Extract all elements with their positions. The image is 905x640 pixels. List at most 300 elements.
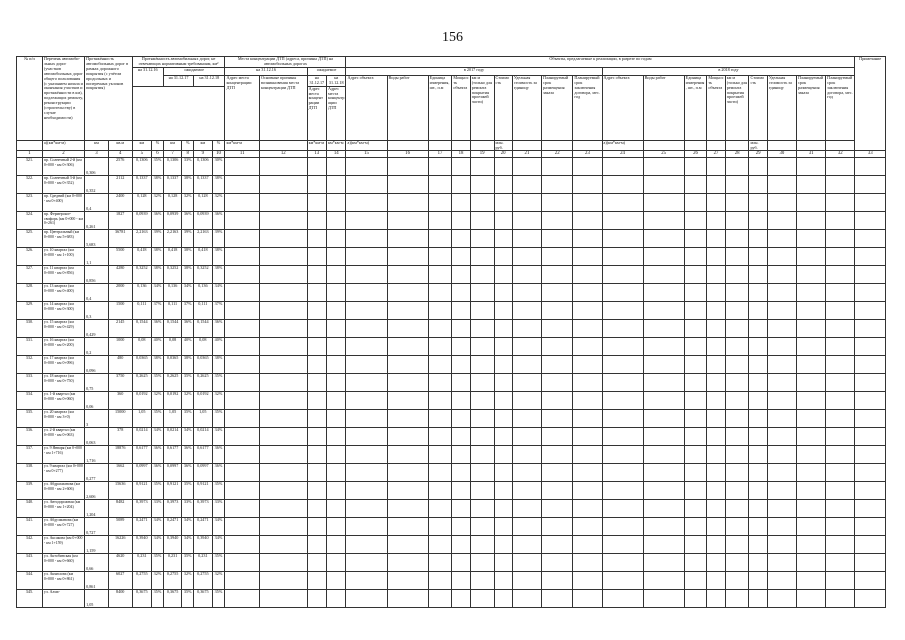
empty-cell [307, 194, 326, 212]
empty-cell [855, 392, 886, 410]
empty-cell [225, 536, 260, 554]
nonstd-pct-16: 36% [152, 446, 164, 464]
empty-cell [452, 374, 470, 392]
unit-c13: км*км-м [307, 140, 326, 151]
road-area: 1662 [108, 464, 132, 482]
empty-cell [797, 158, 826, 176]
nonstd-pct-17: 33% [182, 158, 194, 176]
empty-cell [707, 356, 725, 374]
table-row [17, 194, 886, 212]
road-area: 15636 [108, 482, 132, 500]
empty-cell [327, 302, 346, 320]
nonstd-length-17: 2,2163 [163, 230, 181, 248]
empty-cell [573, 590, 602, 608]
empty-cell [573, 374, 602, 392]
empty-cell [346, 392, 387, 410]
empty-cell [387, 536, 428, 554]
empty-cell [707, 266, 725, 284]
empty-cell [767, 410, 796, 428]
empty-cell [542, 266, 573, 284]
nonstd-pct-18: 35% [212, 410, 225, 428]
column-number: 14 [327, 151, 346, 158]
nonstd-pct-18: 30% [212, 158, 225, 176]
empty-cell [725, 284, 749, 302]
empty-cell [260, 374, 308, 392]
empty-cell [855, 374, 886, 392]
row-number: 328. [17, 284, 43, 302]
empty-cell [725, 464, 749, 482]
empty-cell [602, 158, 643, 176]
empty-cell [327, 266, 346, 284]
empty-cell [573, 266, 602, 284]
nonstd-length-16: 0,111 [132, 302, 151, 320]
empty-cell [452, 338, 470, 356]
empty-cell [643, 302, 684, 320]
empty-cell [797, 572, 826, 590]
unit-blank-16 [387, 140, 428, 151]
empty-cell [307, 158, 326, 176]
nonstd-pct-16: 33% [152, 500, 164, 518]
empty-cell [346, 464, 387, 482]
empty-cell [602, 518, 643, 536]
empty-cell [643, 482, 684, 500]
hdr-dtp-addr2: Адрес места концентрации ДТП [307, 86, 326, 140]
empty-cell [327, 554, 346, 572]
empty-cell [225, 230, 260, 248]
nonstd-pct-18: 40% [212, 338, 225, 356]
road-name: ул. 11 квартал (км 0+000 - км 0+856) [42, 266, 84, 284]
empty-cell [512, 338, 541, 356]
empty-cell [542, 446, 573, 464]
road-length: 0,3 [85, 302, 109, 320]
empty-cell [542, 572, 573, 590]
empty-cell [643, 248, 684, 266]
empty-cell [428, 194, 452, 212]
empty-cell [452, 572, 470, 590]
empty-cell [452, 248, 470, 266]
empty-cell [494, 158, 512, 176]
empty-cell [346, 518, 387, 536]
empty-cell [767, 500, 796, 518]
empty-cell [327, 392, 346, 410]
empty-cell [307, 284, 326, 302]
nonstd-pct-16: 32% [152, 194, 164, 212]
nonstd-length-18: 0,3973 [194, 500, 212, 518]
empty-cell [260, 176, 308, 194]
empty-cell [602, 356, 643, 374]
empty-cell [387, 590, 428, 608]
empty-cell [684, 320, 707, 338]
empty-cell [346, 158, 387, 176]
empty-cell [470, 284, 494, 302]
hdr-unit-18: Единица измерения, шт., п.м [684, 75, 707, 140]
empty-cell [767, 212, 796, 230]
nonstd-pct-17: 35% [182, 374, 194, 392]
empty-cell [428, 338, 452, 356]
road-name: ул. Абдрахманова (км 0+000 - км 2+606) [42, 482, 84, 500]
empty-cell [512, 500, 541, 518]
empty-cell [260, 572, 308, 590]
empty-cell [725, 302, 749, 320]
nonstd-length-17: 0,0192 [163, 392, 181, 410]
empty-cell [707, 500, 725, 518]
hdr-unit-17: Единица измерения, шт., п.м [428, 75, 452, 140]
nonstd-length-17: 0,136 [163, 284, 181, 302]
empty-cell [643, 230, 684, 248]
nonstd-pct-17: 35% [182, 410, 194, 428]
empty-cell [767, 554, 796, 572]
row-number: 343. [17, 554, 43, 572]
nonstd-pct-18: 34% [212, 284, 225, 302]
empty-cell [749, 500, 767, 518]
table-row [17, 410, 886, 428]
empty-cell [470, 572, 494, 590]
empty-cell [470, 320, 494, 338]
empty-cell [494, 446, 512, 464]
empty-cell [470, 194, 494, 212]
empty-cell [470, 428, 494, 446]
empty-cell [307, 518, 326, 536]
empty-cell [749, 428, 767, 446]
road-length: 0,352 [85, 176, 109, 194]
row-number: 322. [17, 176, 43, 194]
nonstd-length-18: 0,3252 [194, 266, 212, 284]
road-area: 1827 [108, 212, 132, 230]
row-number: 344. [17, 572, 43, 590]
road-length: 0,429 [85, 320, 109, 338]
nonstd-length-17: 0,418 [163, 248, 181, 266]
column-number: 2 [42, 151, 84, 158]
empty-cell [767, 536, 796, 554]
empty-cell [542, 518, 573, 536]
hdr-blank-lengths [132, 86, 225, 140]
road-name: ул. Автодорожная (км 0+000 - км 1+204) [42, 500, 84, 518]
row-number: 332. [17, 356, 43, 374]
empty-cell [225, 266, 260, 284]
empty-cell [684, 518, 707, 536]
empty-cell [346, 302, 387, 320]
column-number: 28 [725, 151, 749, 158]
nonstd-length-18: 2,2163 [194, 230, 212, 248]
empty-cell [767, 392, 796, 410]
table-row [17, 536, 886, 554]
empty-cell [826, 374, 855, 392]
empty-cell [767, 158, 796, 176]
nonstd-pct-18: 38% [212, 266, 225, 284]
empty-cell [826, 554, 855, 572]
nonstd-pct-18: 36% [212, 446, 225, 464]
empty-cell [602, 374, 643, 392]
empty-cell [749, 392, 767, 410]
road-area: 3750 [108, 374, 132, 392]
empty-cell [797, 536, 826, 554]
nonstd-pct-16: 32% [152, 392, 164, 410]
nonstd-pct-16: 40% [152, 338, 164, 356]
empty-cell [855, 338, 886, 356]
column-number: 18 [452, 151, 470, 158]
nonstd-pct-17: 38% [182, 176, 194, 194]
road-length: 0,75 [85, 374, 109, 392]
empty-cell [260, 464, 308, 482]
nonstd-pct-16: 38% [152, 266, 164, 284]
empty-cell [346, 572, 387, 590]
empty-cell [260, 302, 308, 320]
empty-cell [494, 464, 512, 482]
empty-cell [346, 266, 387, 284]
empty-cell [470, 518, 494, 536]
unit-c15: а)(км*км-м) [346, 140, 387, 151]
empty-cell [225, 410, 260, 428]
empty-cell [749, 284, 767, 302]
table-row [17, 248, 886, 266]
road-name: ул. Алма- [42, 590, 84, 608]
empty-cell [707, 302, 725, 320]
empty-cell [307, 356, 326, 374]
empty-cell [428, 500, 452, 518]
empty-cell [327, 482, 346, 500]
empty-cell [826, 212, 855, 230]
road-name: ул. 10 квартал (км 0+000 - км 1+100) [42, 248, 84, 266]
empty-cell [602, 266, 643, 284]
empty-cell [749, 248, 767, 266]
empty-cell [260, 554, 308, 572]
unit-c9: км [194, 140, 212, 151]
empty-cell [797, 500, 826, 518]
empty-cell [542, 428, 573, 446]
empty-cell [749, 266, 767, 284]
empty-cell [512, 464, 541, 482]
empty-cell [470, 212, 494, 230]
nonstd-pct-16: 34% [152, 518, 164, 536]
empty-cell [643, 554, 684, 572]
empty-cell [749, 464, 767, 482]
hdr-expected: ожидаемое [163, 67, 225, 75]
empty-cell [725, 482, 749, 500]
empty-cell [855, 230, 886, 248]
nonstd-length-17: 0,111 [163, 302, 181, 320]
empty-cell [387, 194, 428, 212]
nonstd-length-16: 0,0365 [132, 356, 151, 374]
nonstd-pct-16: 35% [152, 482, 164, 500]
empty-cell [767, 230, 796, 248]
column-number: 8 [182, 151, 194, 158]
hdr-plan2-18: Планируемый срок заключения договора, мес. год [826, 75, 855, 140]
empty-cell [225, 194, 260, 212]
empty-cell [797, 446, 826, 464]
empty-cell [494, 518, 512, 536]
nonstd-pct-17: 34% [182, 428, 194, 446]
empty-cell [387, 446, 428, 464]
empty-cell [494, 374, 512, 392]
nonstd-length-18: 0,3675 [194, 590, 212, 608]
hdr-dtp-date: на 31.12.16 [225, 67, 307, 75]
nonstd-length-18: 0,6177 [194, 446, 212, 464]
empty-cell [749, 176, 767, 194]
empty-cell [470, 176, 494, 194]
empty-cell [707, 194, 725, 212]
road-name: ул. 15 квартал (км 0+000 - км 0+429) [42, 320, 84, 338]
unit-blank-30 [767, 140, 796, 151]
empty-cell [602, 248, 643, 266]
table-row [17, 500, 886, 518]
nonstd-length-18: 0,2625 [194, 374, 212, 392]
empty-cell [346, 194, 387, 212]
nonstd-pct-18: 34% [212, 518, 225, 536]
nonstd-pct-17: 35% [182, 482, 194, 500]
empty-cell [307, 374, 326, 392]
empty-cell [387, 572, 428, 590]
empty-cell [855, 518, 886, 536]
unit-blank-19 [470, 140, 494, 151]
empty-cell [307, 410, 326, 428]
empty-cell [542, 338, 573, 356]
empty-cell [225, 428, 260, 446]
empty-cell [602, 320, 643, 338]
unit-blank-27 [707, 140, 725, 151]
empty-cell [573, 428, 602, 446]
nonstd-length-18: 0,0939 [194, 212, 212, 230]
empty-cell [512, 320, 541, 338]
empty-cell [767, 320, 796, 338]
hdr-km-17: км м (только для ремонта покрытия проезжей части) [470, 75, 494, 140]
empty-cell [725, 410, 749, 428]
empty-cell [643, 590, 684, 608]
empty-cell [327, 230, 346, 248]
empty-cell [749, 338, 767, 356]
table-row [17, 266, 886, 284]
empty-cell [307, 230, 326, 248]
empty-cell [512, 554, 541, 572]
unit-c6: % [152, 140, 164, 151]
nonstd-length-16: 0,08 [132, 338, 151, 356]
empty-cell [707, 284, 725, 302]
empty-cell [452, 446, 470, 464]
row-number: 324. [17, 212, 43, 230]
empty-cell [512, 158, 541, 176]
empty-cell [542, 374, 573, 392]
empty-cell [725, 572, 749, 590]
road-length: 0,096 [85, 356, 109, 374]
column-number: 24 [602, 151, 643, 158]
empty-cell [573, 410, 602, 428]
unit-c29: млн. руб. [749, 140, 767, 151]
nonstd-length-16: 0,0997 [132, 464, 151, 482]
empty-cell [542, 248, 573, 266]
nonstd-length-16: 0,3252 [132, 266, 151, 284]
table-row [17, 302, 886, 320]
empty-cell [725, 392, 749, 410]
empty-cell [512, 410, 541, 428]
hdr-dtp-addr: Адрес места концентрации ДТП [225, 75, 260, 140]
column-number: 30 [767, 151, 796, 158]
empty-cell [327, 356, 346, 374]
empty-cell [855, 320, 886, 338]
empty-cell [260, 410, 308, 428]
empty-cell [573, 536, 602, 554]
empty-cell [512, 248, 541, 266]
empty-cell [602, 302, 643, 320]
empty-cell [452, 212, 470, 230]
table-row [17, 464, 886, 482]
empty-cell [225, 464, 260, 482]
empty-cell [307, 212, 326, 230]
empty-cell [428, 392, 452, 410]
column-number: 16 [387, 151, 428, 158]
row-number: 330. [17, 320, 43, 338]
nonstd-length-16: 0,2755 [132, 572, 151, 590]
empty-cell [307, 446, 326, 464]
nonstd-pct-18: 32% [212, 194, 225, 212]
empty-cell [684, 248, 707, 266]
column-number: 19 [470, 151, 494, 158]
empty-cell [767, 572, 796, 590]
hdr-dtp-reason: Основные причины возникновения места концентрации ДТП [260, 75, 308, 140]
column-number: 27 [707, 151, 725, 158]
hdr-year-2018: в 2018 году [602, 67, 855, 75]
hdr-km-18: км м (только для ремонта покрытия проезжей части) [725, 75, 749, 140]
empty-cell [260, 518, 308, 536]
empty-cell [826, 446, 855, 464]
nonstd-pct-17: 35% [182, 554, 194, 572]
hdr-ucost-18: Удельная стоимость за единицу [767, 75, 796, 140]
nonstd-pct-16: 35% [152, 554, 164, 572]
empty-cell [512, 230, 541, 248]
empty-cell [387, 266, 428, 284]
empty-cell [542, 536, 573, 554]
empty-cell [826, 230, 855, 248]
empty-cell [512, 212, 541, 230]
column-number: 1 [17, 151, 43, 158]
road-length: 0,4 [85, 284, 109, 302]
empty-cell [643, 536, 684, 554]
nonstd-pct-18: 35% [212, 554, 225, 572]
empty-cell [684, 590, 707, 608]
empty-cell [725, 590, 749, 608]
nonstd-length-18: 0,1337 [194, 176, 212, 194]
empty-cell [387, 392, 428, 410]
road-length: 1,05 [85, 590, 109, 608]
empty-cell [643, 446, 684, 464]
nonstd-length-17: 0,0997 [163, 464, 181, 482]
empty-cell [797, 590, 826, 608]
nonstd-length-16: 1,05 [132, 410, 151, 428]
empty-cell [346, 482, 387, 500]
road-area: 2112 [108, 176, 132, 194]
road-length: 1,716 [85, 446, 109, 464]
empty-cell [797, 248, 826, 266]
empty-cell [684, 338, 707, 356]
road-name: пр. Солнечный 3-й (км 0+000 - км 0+352) [42, 176, 84, 194]
nonstd-length-16: 0,9121 [132, 482, 151, 500]
empty-cell [428, 230, 452, 248]
empty-cell [428, 158, 452, 176]
nonstd-pct-18: 38% [212, 176, 225, 194]
empty-cell [387, 176, 428, 194]
empty-cell [327, 374, 346, 392]
nonstd-length-16: 0,2471 [132, 518, 151, 536]
nonstd-pct-16: 32% [152, 572, 164, 590]
empty-cell [260, 158, 308, 176]
empty-cell [307, 500, 326, 518]
road-area: 480 [108, 356, 132, 374]
empty-cell [767, 356, 796, 374]
road-area: 4620 [108, 554, 132, 572]
empty-cell [797, 230, 826, 248]
empty-cell [387, 554, 428, 572]
empty-cell [346, 248, 387, 266]
empty-cell [260, 320, 308, 338]
empty-cell [346, 356, 387, 374]
